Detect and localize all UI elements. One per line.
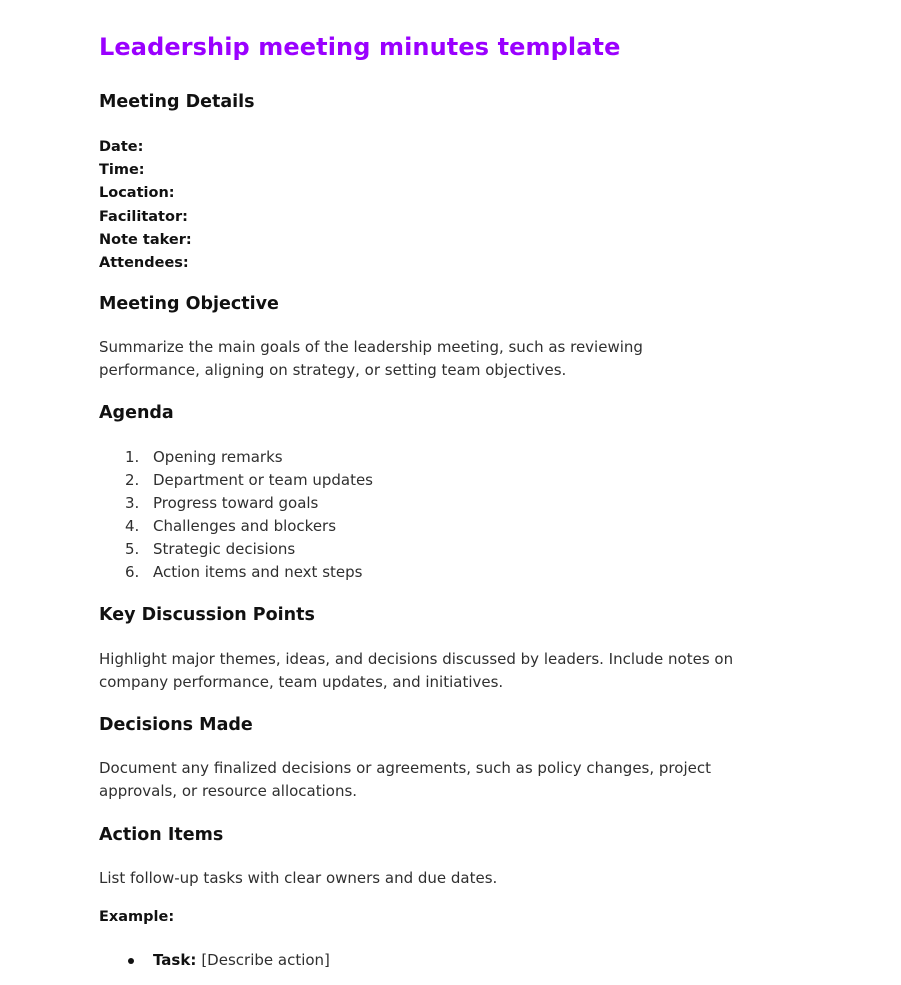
action-item-value: [Describe action] <box>201 951 330 969</box>
detail-note-taker-label: Note taker: <box>99 231 192 248</box>
example-label: Example: <box>99 909 175 925</box>
action-item <box>99 949 330 972</box>
decisions-made-line-1: Document any finalized decisions or agreements, such as policy changes, project <box>99 759 711 777</box>
key-discussion-points-text <box>99 648 819 694</box>
agenda-item <box>99 538 373 561</box>
agenda-item <box>99 492 373 515</box>
action-items-heading: Action Items <box>99 825 224 845</box>
agenda-item-number: 6. <box>125 563 140 581</box>
bullet-icon <box>128 958 134 964</box>
key-discussion-line-1: Highlight major themes, ideas, and decisions discussed by leaders. Include notes on <box>99 650 734 668</box>
detail-attendees-label: Attendees: <box>99 254 189 271</box>
agenda-item-text: Strategic decisions <box>153 540 296 558</box>
detail-date-label: Date: <box>99 139 144 155</box>
action-items-list <box>99 949 330 972</box>
action-item-key: Task: <box>153 951 197 969</box>
agenda-item <box>99 469 373 492</box>
agenda-item-text: Department or team updates <box>153 471 373 489</box>
agenda-item-text: Action items and next steps <box>153 563 363 581</box>
meeting-objective-text <box>99 336 819 382</box>
key-discussion-line-2: company performance, team updates, and initiatives. <box>99 673 504 691</box>
meeting-details-heading: Meeting Details <box>99 92 255 112</box>
decisions-made-line-2: approvals, or resource allocations. <box>99 782 358 800</box>
decisions-made-text <box>99 757 819 803</box>
agenda-item-text: Challenges and blockers <box>153 517 337 535</box>
agenda-item <box>99 446 373 469</box>
agenda-item-number: 3. <box>125 494 140 512</box>
detail-time-label: Time: <box>99 162 145 179</box>
agenda-item-text: Progress toward goals <box>153 494 319 512</box>
agenda-item-number: 2. <box>125 471 140 489</box>
agenda-item-text: Opening remarks <box>153 448 283 466</box>
meeting-objective-heading: Meeting Objective <box>99 294 279 314</box>
document-title: Leadership meeting minutes template <box>99 33 621 61</box>
agenda-item <box>99 561 373 584</box>
meeting-objective-line-2: performance, aligning on strategy, or setting team objectives. <box>99 361 567 379</box>
agenda-item-number: 1. <box>125 448 140 466</box>
key-discussion-points-heading: Key Discussion Points <box>99 605 315 625</box>
detail-facilitator-label: Facilitator: <box>99 208 188 225</box>
detail-location-label: Location: <box>99 185 175 202</box>
agenda-item-number: 5. <box>125 540 140 558</box>
agenda-heading: Agenda <box>99 403 174 423</box>
agenda-list <box>99 446 373 584</box>
agenda-item-number: 4. <box>125 517 140 535</box>
meeting-objective-line-1: Summarize the main goals of the leadership meeting, such as reviewing <box>99 338 643 356</box>
action-items-text: List follow-up tasks with clear owners and due dates. <box>99 869 498 887</box>
meeting-details-list <box>99 136 192 275</box>
agenda-item <box>99 515 373 538</box>
decisions-made-heading: Decisions Made <box>99 715 253 735</box>
